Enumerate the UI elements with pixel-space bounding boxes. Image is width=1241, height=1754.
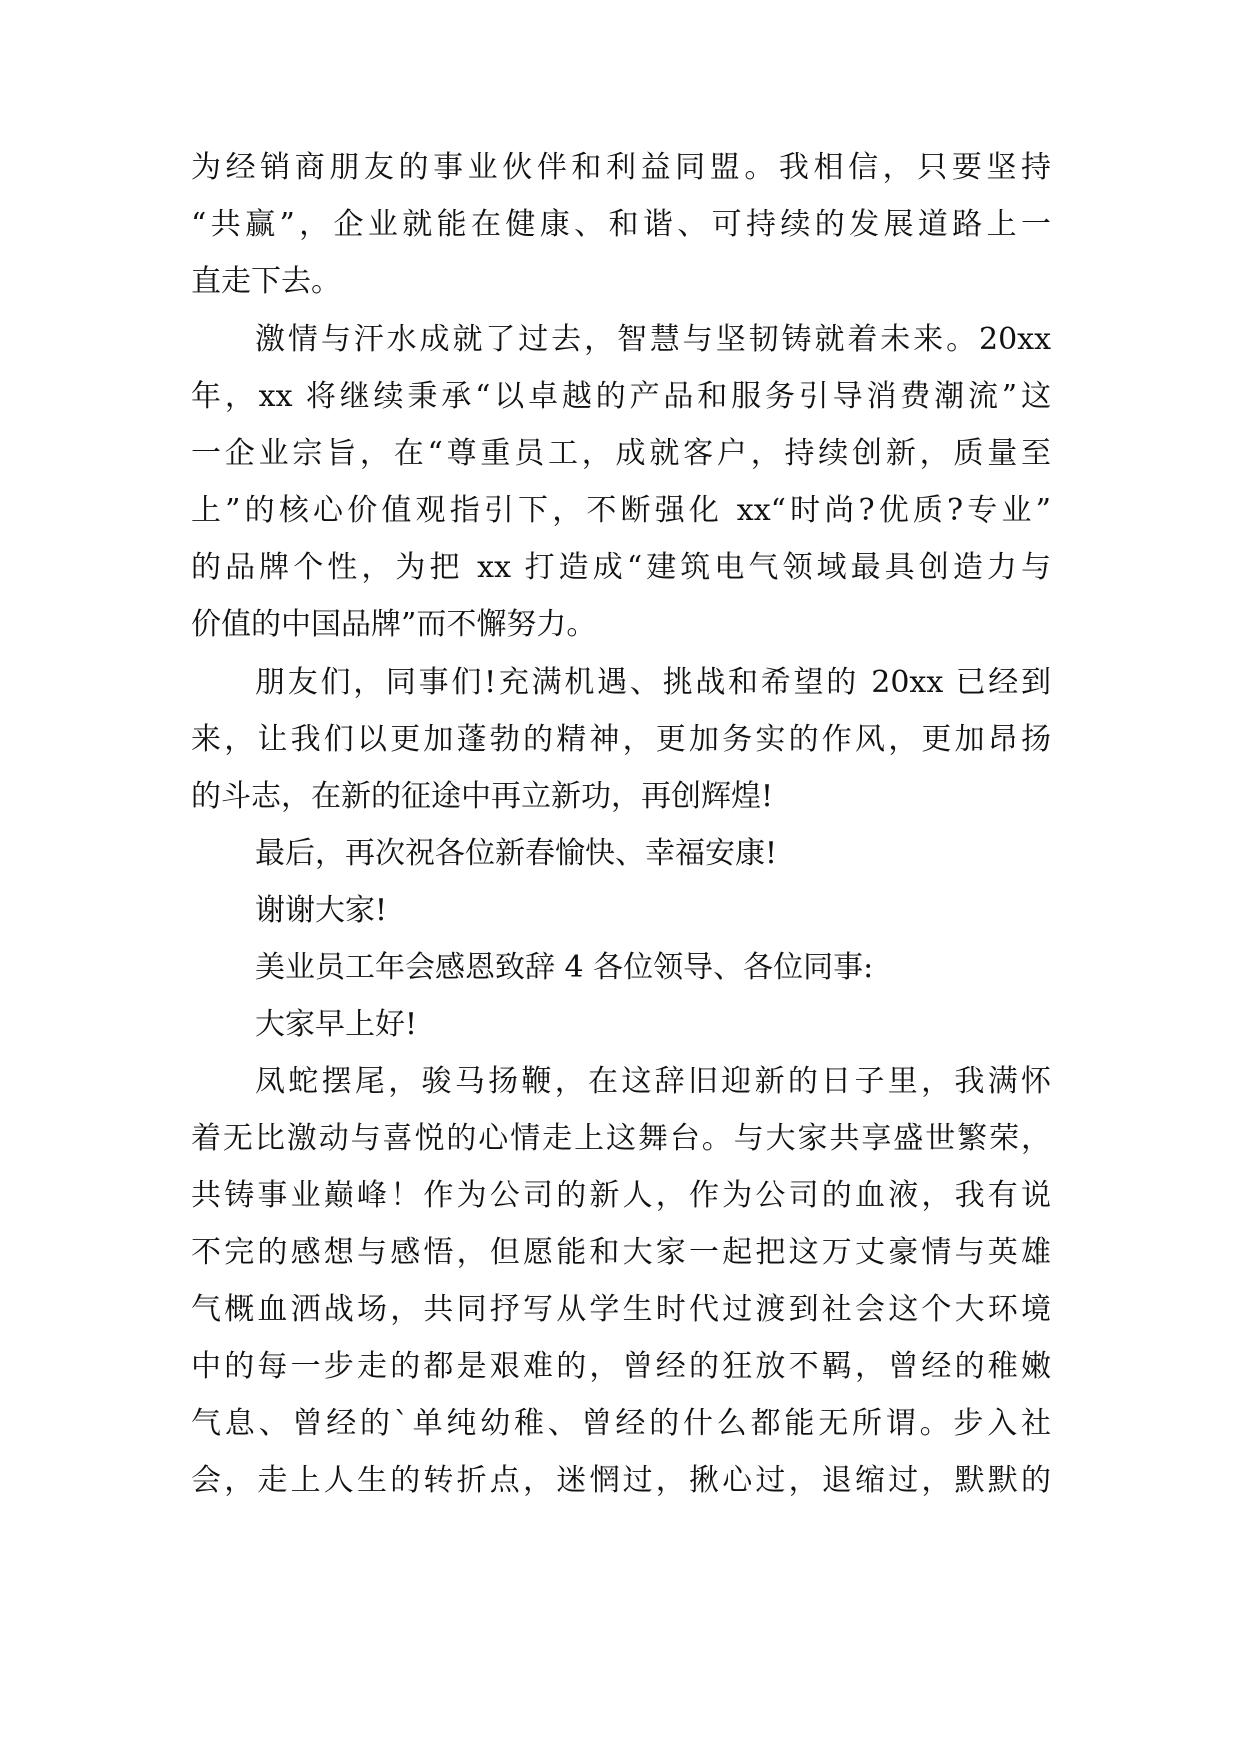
text-line: 谢谢大家! <box>255 893 388 928</box>
text-line: 着无比激动与喜悦的心情走上这舞台。与大家共享盛世繁荣， <box>191 1121 1051 1156</box>
text-line: 一企业宗旨，在“尊重员工，成就客户，持续创新，质量至 <box>191 436 1051 471</box>
text-line: 气息、曾经的`单纯幼稚、曾经的什么都能无所谓。步入社 <box>191 1406 1051 1441</box>
text-line: 会，走上人生的转折点，迷惘过，揪心过，退缩过，默默的 <box>191 1463 1051 1498</box>
text-line: 大家早上好! <box>255 1007 418 1042</box>
text-line: 朋友们，同事们!充满机遇、挑战和希望的 20xx 已经到 <box>255 665 1051 700</box>
text-line: 的品牌个性，为把 xx 打造成“建筑电气领域最具创造力与 <box>191 550 1051 585</box>
text-line: 价值的中国品牌”而不懈努力。 <box>191 607 597 642</box>
text-line: 气概血洒战场，共同抒写从学生时代过渡到社会这个大环境 <box>191 1292 1051 1327</box>
text-line: 的斗志，在新的征途中再立新功，再创辉煌! <box>191 779 774 814</box>
text-line: 激情与汗水成就了过去，智慧与坚韧铸就着未来。20xx <box>255 322 1051 357</box>
text-line: 凤蛇摆尾，骏马扬鞭，在这辞旧迎新的日子里，我满怀 <box>255 1064 1051 1099</box>
text-line: 共铸事业巅峰！作为公司的新人，作为公司的血液，我有说 <box>191 1178 1051 1213</box>
text-line: 最后，再次祝各位新春愉快、幸福安康! <box>255 836 778 871</box>
text-line: 直走下去。 <box>191 264 341 299</box>
text-line: 上”的核心价值观指引下，不断强化 xx“时尚?优质?专业” <box>191 493 1051 528</box>
text-line: 来，让我们以更加蓬勃的精神，更加务实的作风，更加昂扬 <box>191 722 1051 757</box>
text-line: 年，xx 将继续秉承“以卓越的产品和服务引导消费潮流”这 <box>191 379 1051 414</box>
text-line: 美业员工年会感恩致辞 4 各位领导、各位同事: <box>255 950 874 985</box>
text-line: 中的每一步走的都是艰难的，曾经的狂放不羁，曾经的稚嫩 <box>191 1349 1051 1384</box>
text-line: 为经销商朋友的事业伙伴和利益同盟。我相信，只要坚持 <box>191 150 1051 185</box>
text-line: “共赢”，企业就能在健康、和谐、可持续的发展道路上一 <box>191 207 1051 242</box>
text-line: 不完的感想与感悟，但愿能和大家一起把这万丈豪情与英雄 <box>191 1235 1051 1270</box>
